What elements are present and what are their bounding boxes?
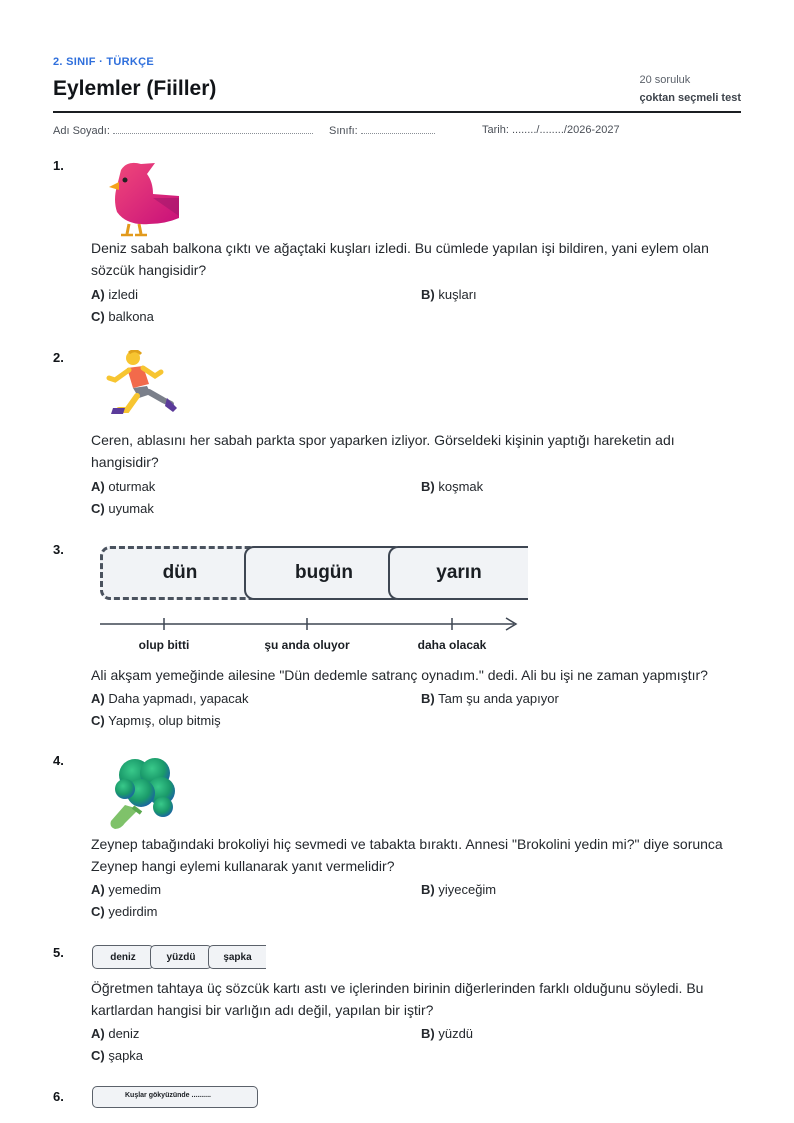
option-b[interactable]: B) koşmak	[421, 479, 484, 494]
name-field-label: Adı Soyadı:	[53, 125, 110, 137]
question-number: 4.	[53, 753, 64, 768]
sentence-card-text: Kuşlar gökyüzünde ..........	[125, 1092, 211, 1099]
timeline-box-past: dün	[100, 546, 260, 600]
test-type: çoktan seçmeli test	[639, 92, 741, 104]
option-b[interactable]: B) yüzdü	[421, 1026, 474, 1041]
running-person-icon	[105, 350, 181, 416]
timeline-diagram	[100, 546, 525, 606]
name-field-line[interactable]	[113, 124, 313, 134]
option-b[interactable]: B) Tam şu anda yapıyor	[421, 691, 559, 706]
option-c[interactable]: C) uyumak	[91, 501, 154, 516]
question-text: Ali akşam yemeğinde ailesine "Dün dedemle satranç oynadım." dedi. Ali bu işi ne zaman yapmıştır?	[91, 667, 708, 683]
timeline-box-present: bugün	[244, 546, 404, 600]
question-text: Zeynep tabağındaki brokoliyi hiç sevmedi ve tabakta bıraktı. Annesi "Brokolini yedin mi?" diye sorunca Zeynep hangi eylemi kullanarak yanıt vermelidir?	[91, 836, 723, 874]
option-a[interactable]: A) yemedim	[91, 882, 162, 897]
page-title: Eylemler (Fiiller)	[53, 77, 217, 100]
question-text: Öğretmen tahtaya üç sözcük kartı astı ve içlerinden birinin diğerlerinden farklı olduğunu söyledi. Bu kartlardan hangisi bir varlığın adı değil, yapılan bir iştir?	[91, 980, 704, 1018]
question-number: 3.	[53, 542, 64, 557]
question-number: 6.	[53, 1089, 64, 1104]
question-number: 1.	[53, 158, 64, 173]
timeline-label-present: şu anda oluyor	[264, 638, 350, 652]
class-field-line[interactable]	[361, 124, 435, 134]
option-c[interactable]: C) Yapmış, olup bitmiş	[91, 713, 221, 728]
word-card: deniz	[92, 945, 154, 969]
timeline-label-past: olup bitti	[138, 638, 190, 652]
sentence-card	[92, 1086, 258, 1108]
timeline-box-future: yarın	[388, 546, 528, 600]
timeline-arrow	[100, 614, 520, 634]
question-text: Ceren, ablasını her sabah parkta spor yaparken izliyor. Görseldeki kişinin yaptığı hareketin adı hangisidir?	[91, 432, 675, 470]
word-card: şapka	[208, 945, 266, 969]
question-text: Deniz sabah balkona çıktı ve ağaçtaki kuşları izledi. Bu cümlede yapılan işi bildiren, yani eylem olan sözcük hangisidir?	[91, 240, 709, 278]
date-field[interactable]: Tarih: ......../......../2026-2027	[482, 124, 620, 136]
grade-label: 2. SINIF · TÜRKÇE	[53, 56, 155, 68]
option-c[interactable]: C) balkona	[91, 309, 154, 324]
question-number: 2.	[53, 350, 64, 365]
broccoli-icon	[105, 755, 181, 831]
option-b[interactable]: B) yiyeceğim	[421, 882, 497, 897]
option-b[interactable]: B) kuşları	[421, 287, 477, 302]
word-cards	[92, 945, 266, 971]
red-bird-icon	[105, 160, 183, 238]
word-card: yüzdü	[150, 945, 212, 969]
option-a[interactable]: A) oturmak	[91, 479, 156, 494]
class-field[interactable]	[329, 124, 435, 137]
option-a[interactable]: A) izledi	[91, 287, 138, 302]
option-c[interactable]: C) yedirdim	[91, 904, 158, 919]
timeline-label-future: daha olacak	[417, 638, 487, 652]
option-a[interactable]: A) deniz	[91, 1026, 140, 1041]
option-c[interactable]: C) şapka	[91, 1048, 144, 1063]
question-count: 20 soruluk	[639, 74, 691, 86]
header-divider	[53, 111, 741, 113]
test-meta	[640, 71, 742, 107]
class-field-label: Sınıfı:	[329, 125, 358, 137]
option-a[interactable]: A) Daha yapmadı, yapacak	[91, 691, 249, 706]
name-field[interactable]	[53, 124, 313, 137]
question-number: 5.	[53, 945, 64, 960]
